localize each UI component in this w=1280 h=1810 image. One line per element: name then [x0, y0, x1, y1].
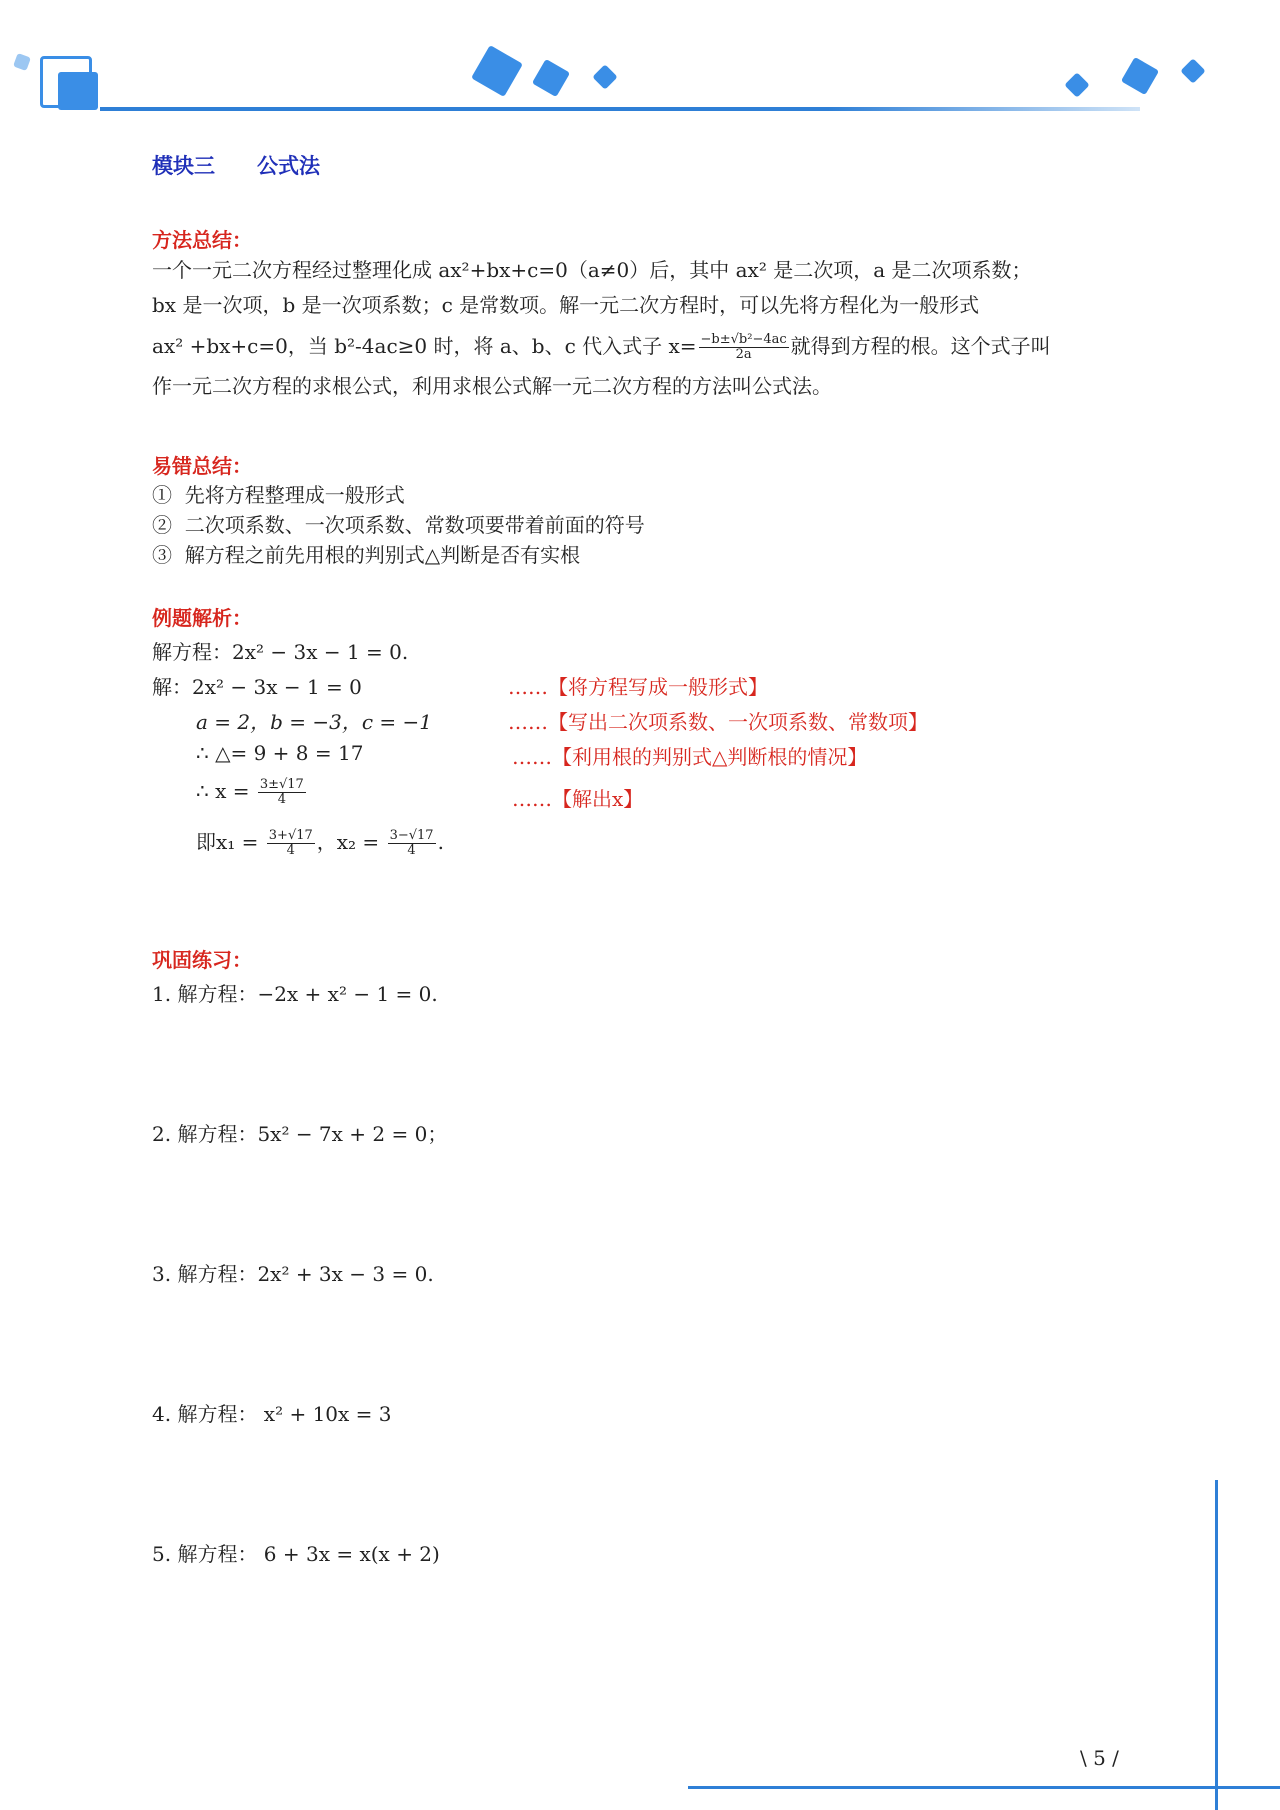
step-5-denominator-2: 4 — [407, 843, 416, 858]
practice-item-1: 1. 解方程：−2x + x² − 1 = 0. — [152, 982, 438, 1006]
corner-square-filled-icon — [58, 72, 98, 110]
step-4-numerator: 3±√17 — [259, 777, 304, 792]
step-5-numerator-1: 3+√17 — [268, 828, 313, 843]
practice-item-3: 3. 解方程：2x² + 3x − 3 = 0. — [152, 1262, 434, 1286]
header-rule — [100, 107, 1140, 111]
mistakes-list — [152, 480, 645, 570]
practice-item-4: 4. 解方程： x² + 10x = 3 — [152, 1402, 392, 1426]
example-step-4 — [196, 778, 308, 807]
example-step-3: ∴ △= 9 + 8 = 17 — [196, 741, 364, 765]
method-heading: 方法总结： — [152, 230, 252, 252]
example-problem: 解方程：2x² − 3x − 1 = 0. — [152, 640, 409, 664]
practice-item-2: 2. 解方程：5x² − 7x + 2 = 0； — [152, 1122, 448, 1146]
method-line-4: 作一元二次方程的求根公式，利用求根公式解一元二次方程的方法叫公式法。 — [152, 374, 832, 398]
small-square-icon — [13, 53, 31, 71]
diamond-2-icon — [532, 59, 570, 97]
step-5-fraction-1 — [267, 829, 315, 858]
diamond-1-icon — [471, 45, 523, 97]
step-5-mid: ，x₂ = — [316, 830, 380, 854]
formula-denominator: 2a — [735, 347, 752, 362]
step-5-denominator-1: 4 — [286, 843, 295, 858]
diamond-3-icon — [592, 64, 617, 89]
quadratic-formula-fraction — [699, 333, 789, 362]
example-note-4: ……【解出x】 — [512, 787, 644, 811]
method-line-2: bx 是一次项，b 是一次项系数；c 是常数项。解一元二次方程时，可以先将方程化为一般形式 — [152, 293, 980, 317]
practice-item-5: 5. 解方程： 6 + 3x = x(x + 2) — [152, 1542, 440, 1566]
step-5-numerator-2: 3−√17 — [389, 828, 434, 843]
example-step-5 — [196, 826, 444, 858]
step-4-label: ∴ x = — [196, 779, 250, 803]
example-note-3: ……【利用根的判别式△判断根的情况】 — [512, 745, 868, 769]
diamond-5-icon — [1121, 57, 1159, 95]
diamond-6-icon — [1180, 58, 1205, 83]
footer-vertical-rule — [1215, 1480, 1218, 1810]
mistakes-heading: 易错总结： — [152, 456, 252, 478]
step-4-fraction — [258, 778, 306, 807]
footer-horizontal-rule — [688, 1786, 1280, 1789]
example-note-1: ……【将方程写成一般形式】 — [508, 675, 768, 699]
method-line-3 — [152, 323, 1112, 369]
mistake-item: ① 先将方程整理成一般形式 — [152, 483, 405, 507]
header-decoration — [0, 0, 1280, 120]
step-5-label: 即x₁ = — [196, 830, 259, 854]
method-paragraph — [152, 253, 1112, 404]
method-line-3b: 就得到方程的根。这个式子叫 — [790, 334, 1051, 358]
method-line-3a: ax² +bx+c=0，当 b²-4ac≥0 时，将 a、b、c 代入式子 x= — [152, 334, 697, 358]
page-title: 模块三 公式法 — [152, 155, 320, 178]
practice-heading: 巩固练习： — [152, 950, 252, 972]
example-step-1: 解：2x² − 3x − 1 = 0 — [152, 675, 362, 699]
page-number: \ 5 / — [1080, 1746, 1119, 1770]
step-5-end: . — [437, 830, 444, 854]
mistake-item: ③ 解方程之前先用根的判别式△判断是否有实根 — [152, 543, 581, 567]
step-4-denominator: 4 — [277, 792, 286, 807]
example-step-2: a = 2，b = −3，c = −1 — [196, 710, 433, 734]
mistake-item: ② 二次项系数、一次项系数、常数项要带着前面的符号 — [152, 513, 645, 537]
formula-numerator: −b±√b²−4ac — [700, 332, 787, 347]
step-5-fraction-2 — [388, 829, 436, 858]
example-heading: 例题解析： — [152, 608, 252, 630]
diamond-4-icon — [1064, 72, 1089, 97]
example-note-2: ……【写出二次项系数、一次项系数、常数项】 — [508, 710, 928, 734]
method-line-1: 一个一元二次方程经过整理化成 ax²+bx+c=0（a≠0）后，其中 ax² 是二次项，a 是二次项系数； — [152, 258, 1032, 282]
